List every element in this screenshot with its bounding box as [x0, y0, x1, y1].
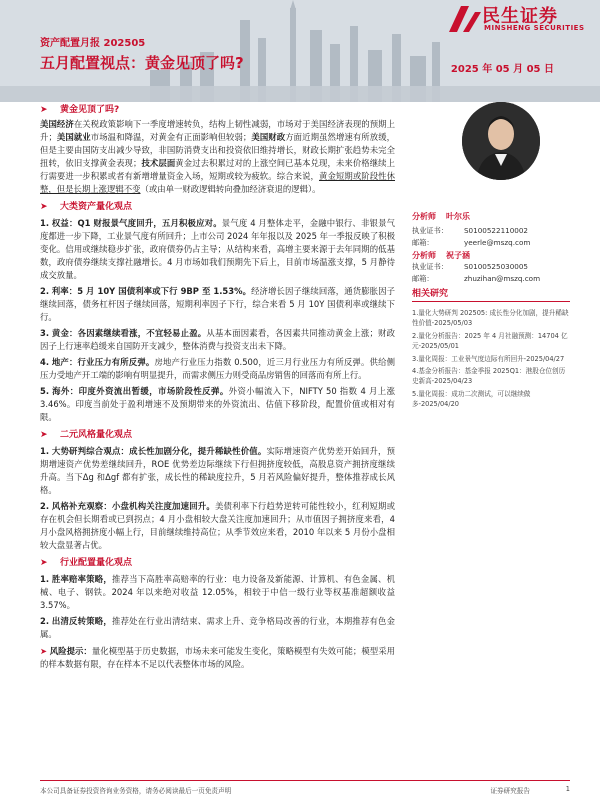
- footer-report-type: 证券研究报告: [490, 787, 530, 795]
- related-research: [412, 286, 570, 412]
- analyst-1-email[interactable]: 邮箱： yeerle@mszq.com: [412, 238, 531, 247]
- person-avatar-icon: [462, 102, 540, 180]
- list-item: 4. 地产：行业压力有所反弹。房地产行业压力指数 0.500，近三月行业压力有所反弹。供给侧压力受地产开工端的影响有明显提升，而需求侧压力则受商品房销售的回落而有所上行。: [40, 357, 395, 380]
- arrow-right-icon: ➤: [40, 201, 48, 212]
- logo-text-en: MINSHENG SECURITIES: [484, 24, 585, 32]
- related-item[interactable]: 2.量化分析报告：2025 年 4 月社融预测：14704 亿元-2025/05/01: [412, 331, 568, 351]
- section-heading: ➤ 黄金见顶了吗?: [40, 104, 120, 115]
- list-item: 1. 胜率赔率策略，推荐当下高胜率高赔率的行业：电力设备及新能源、计算机、有色金属、机械、电子、钢铁。2024 年以来绝对收益 12.05%，相较于中信一级行业等权基准超额收益 3.57%。: [40, 574, 396, 610]
- main-content: [40, 100, 395, 673]
- list-item: 2. 风格补充观察：小盘机构关注度加速回升。美债利率下行趋势逆转可能性较小，红利短期或存在机会但长期看或已到拐点；4 月小盘相较大盘关注度加速回升；从市值因子拥挤度来看，4 月小盘风格拥挤度小幅上行，目前继续维持高位；从季节效应来看，2010 年以来 5 月份小盘相较大盘显著占优。: [40, 501, 395, 550]
- analyst-2-email[interactable]: 邮箱： zhuzihan@mszq.com: [412, 274, 541, 283]
- analyst-2-header: 分析师 祝子涵: [412, 251, 470, 260]
- related-item[interactable]: 3.量化周报：工业景气度边际有所回升-2025/04/27: [412, 354, 565, 363]
- footer-disclaimer: 本公司具备证券投资咨询业务资格，请务必阅读最后一页免责声明: [40, 787, 232, 795]
- arrow-right-icon: ➤: [40, 646, 48, 656]
- section-heading: ➤ 二元风格量化观点: [40, 429, 133, 440]
- list-item: 2. 出清反转策略，推荐处在行业出清结束、需求上升、竞争格局改善的行业，本期推荐有色金属。: [40, 616, 396, 639]
- analyst-2-cert: 执业证书： S0100525030005: [412, 262, 529, 271]
- related-item[interactable]: 1.量化大势研判 202505: 成长性分化加剧，提升稀缺性价值-2025/05/03: [412, 309, 569, 328]
- page-number: 1: [565, 785, 570, 793]
- list-item: 1. 权益：Q1 财报景气度回升，五月积极应对。景气度 4 月整体走平，金融中银行、非银景气度都进一步下降，工业景气度有所回升；上市公司 2024 年年报以及 2025 年一季报反映了积极变化。信用或继续稳步扩张，政府债券仍占主导；从结构来看，高增主要来源于去年同期的低基数，政府债券继续支撑社融增长。4 月市场如我们预期先下后上，目前市场温涨支撑，5 月静待成交放量。: [40, 218, 395, 280]
- header-banner: [0, 0, 600, 102]
- list-item: 5. 海外：印度外资流出暂缓，市场阶段性反弹。外资小幅流入下，NIFTY 50 指数 4 月上涨 3.46%。印度当前处于盈利增速不及预期带来的外资流出、估值下移阶段，配置价值或相对有限。: [40, 386, 396, 422]
- arrow-right-icon: ➤: [40, 104, 48, 115]
- summary-paragraph: 美国经济在关税政策影响下一季度增速转负，结构上韧性减弱，市场对于美国经济表现的预期上升；美国就业市场温和降温，对黄金有正面影响但较弱；美国财政方面近期虽然增速有所放缓，但是主要由国防支出减少导致，非国防消费支出和投资依旧维持增长，财政长期扩张趋势未完全扭转，依旧支撑黄金表现；技术层面黄金过去积累过对的上涨空间已基本兑现，未来价格继续上行需要进一步积累或者有新增增量资金入场，短期或较为疲软。综合来说，黄金短期或阶段性休整，但是长期上涨逻辑不变（或由单一财政逻辑转向叠加经济衰退的逻辑）。: [40, 119, 396, 194]
- analyst-photo: [462, 102, 540, 180]
- related-research-title: 相关研究: [412, 286, 570, 302]
- report-tag: 资产配置月报 202505: [40, 38, 146, 49]
- arrow-right-icon: ➤: [40, 429, 48, 440]
- analyst-1-header: 分析师 叶尔乐: [412, 212, 470, 221]
- asset-views-list: [40, 217, 395, 424]
- report-date: 2025 年 05 月 05 日: [450, 64, 554, 75]
- report-title: 五月配置视点：黄金见顶了吗?: [40, 54, 244, 72]
- list-item: 2. 利率：5 月 10Y 国债利率或下行 9BP 至 1.53%。经济增长因子继续回落，通货膨胀因子继续回落，债务杠杆因子继续回落，短期利率因子下行，综合来看 5 月 10Y 国债利率或继续下行。: [40, 286, 395, 322]
- section-heading: ➤ 行业配置量化观点: [40, 557, 133, 568]
- arrow-right-icon: ➤: [40, 557, 48, 568]
- logo-text-cn: 民生证券: [482, 6, 558, 27]
- analyst-1-cert: 执业证书： S0100522110002: [412, 226, 529, 235]
- industry-views-list: [40, 573, 395, 641]
- related-research-list: [412, 308, 570, 410]
- page-footer: [40, 780, 570, 799]
- risk-warning: ➤ 风险提示：量化模型基于历史数据，市场未来可能发生变化，策略模型有失效可能；模型采用的样本数据有限，存在样本不足以代表整体市场的风险。: [40, 646, 395, 669]
- style-views-list: [40, 445, 395, 552]
- related-item[interactable]: 4.基金分析报告：基金季报 2025Q1：港股仓位创历史新高-2025/04/23: [412, 367, 566, 386]
- list-item: 3. 黄金：各因素继续看涨，不宜轻易止盈。从基本面因素看，各因素共同推动黄金上涨；财政因子上行速率趋缓来自国防开支减少，整体消费与投资支出未下降。: [40, 328, 396, 351]
- list-item: 1. 大势研判综合观点：成长性加剧分化，提升稀缺性价值。实际增速资产优势差开始回升，预期增速资产优势差继续回升，ROE 优势差边际继续下行但拥挤度较低，高股息资产拥挤度继续升高。当下Δg 和Δgf 都有扩张，成长性的稀缺度拉升，5 月若风险偏好提升，整体推荐成长风格。: [40, 446, 396, 495]
- section-heading: ➤ 大类资产量化观点: [40, 201, 133, 212]
- related-item[interactable]: 5.量化周报：成功二次测试，可以继续做多-2025/04/20: [412, 389, 531, 409]
